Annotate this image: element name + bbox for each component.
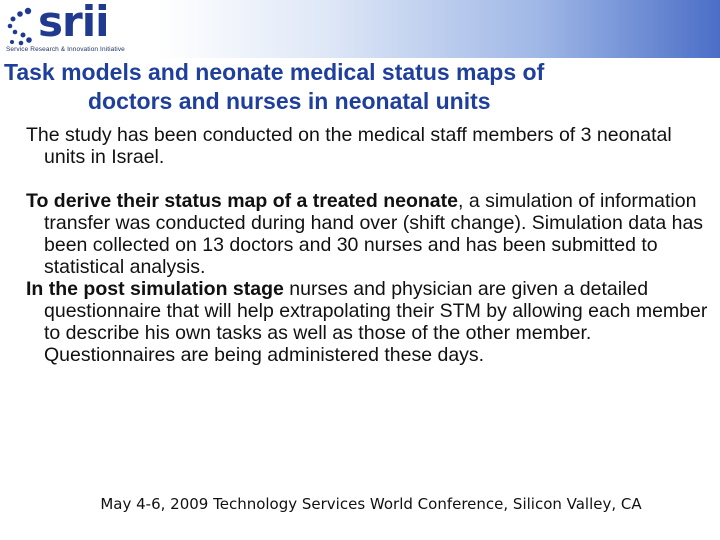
paragraph-post-simulation-lead: In the post simulation stage [26, 278, 284, 300]
paragraph-simulation [26, 190, 712, 278]
paragraph-study: The study has been conducted on the medical staff members of 3 neonatal units in Israel. [26, 124, 672, 168]
slide-title [0, 58, 720, 116]
title-line-2: doctors and nurses in neonatal units [88, 88, 491, 114]
logo-tagline: Service Research & Innovation Initiative [6, 46, 125, 53]
title-line-1: Task models and neonate medical status maps of [4, 59, 545, 85]
paragraph-gap [26, 168, 712, 190]
paragraph-simulation-lead: To derive their status map of a treated neonate [26, 190, 458, 212]
paragraph-post-simulation-text: nurses and physician are given a detailed questionnaire that will help extrapolating their STM by allowing each member to describe his own tasks as well as those of the other member. Questionnaires are being administered these days. [44, 278, 708, 366]
srii-logo [4, 2, 154, 58]
slide-footer: May 4-6, 2009 Technology Services World Conference, Silicon Valley, CA [100, 495, 642, 513]
logo-dots-icon [4, 6, 38, 46]
paragraph-post-simulation [26, 278, 712, 366]
logo-wordmark: srii [38, 0, 109, 46]
paragraph-simulation-text: , a simulation of information transfer was conducted during hand over (shift change). Simulation data has been collected on 13 doctors and 30 nurses and has been submitted to statistical analysis. [44, 190, 704, 278]
slide-body [26, 124, 712, 366]
